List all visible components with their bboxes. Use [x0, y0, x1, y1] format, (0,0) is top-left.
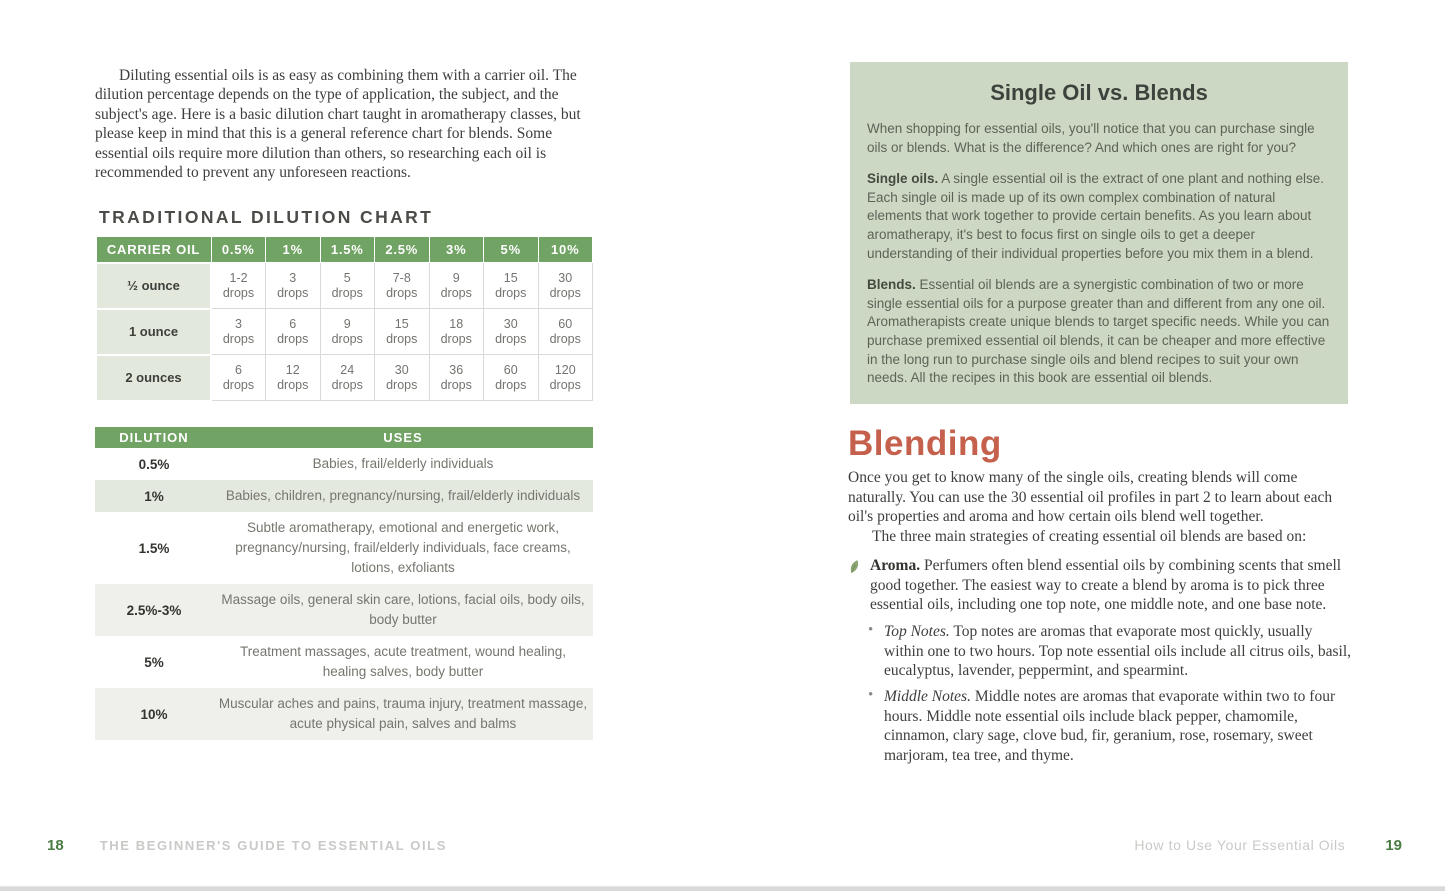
aroma-lead: Aroma.: [870, 557, 921, 574]
cell-unit: drops: [386, 377, 418, 392]
cell-unit: drops: [386, 285, 418, 300]
uses-table-body: [95, 448, 593, 740]
cell-value: 24: [340, 362, 355, 377]
aroma-text: Perfumers often blend essential oils by combining scents that smell good together. The easiest way to create a blend by aroma is to pick three essential oils, including one top note, one middle note, and one base note.: [870, 557, 1342, 613]
blending-paragraphs: [848, 468, 1350, 546]
cell-unit: drops: [495, 285, 527, 300]
blends-lead: Blends.: [867, 277, 916, 293]
cell: [429, 309, 484, 355]
book-title: THE BEGINNER'S GUIDE TO ESSENTIAL OILS: [99, 838, 447, 853]
cell-unit: drops: [440, 377, 472, 392]
single-oils-lead: Single oils.: [867, 171, 939, 187]
dilution-value: 2.5%-3%: [126, 602, 182, 618]
cell: [375, 355, 430, 401]
chapter-title: How to Use Your Essential Oils: [1134, 837, 1346, 853]
row-label: ½ ounce: [96, 263, 211, 309]
top-notes-lead: Top Notes.: [884, 623, 950, 640]
single-oils-paragraph: [867, 170, 1331, 263]
cell-unit: drops: [386, 331, 418, 346]
col-header-0-5pct: 0.5%: [211, 237, 266, 263]
cell: [211, 309, 266, 355]
table-row: [96, 355, 593, 401]
uses-value: Babies, children, pregnancy/nursing, frail/elderly individuals: [225, 488, 581, 503]
page-bottom-edge: [0, 886, 1445, 891]
cell: [429, 263, 484, 309]
cell-unit: drops: [549, 377, 581, 392]
blends-text: Essential oil blends are a synergistic combination of two or more single essential oils for a purpose greater than and different from any one oil. Aromatherapists create unique blends to target specific needs. While you can purchase premixed essential oil blends, it can be cheaper and more effective in the long run to purchase single oils and blend recipes to suit your own needs. All the recipes in this book are essential oil blends.: [867, 277, 1330, 386]
bullet-dot-icon: •: [868, 622, 874, 638]
dilution-value: 10%: [140, 706, 168, 722]
cell: [266, 309, 321, 355]
leaf-icon: [848, 559, 861, 579]
cell-unit: drops: [440, 331, 472, 346]
cell: [320, 309, 375, 355]
cell-value: 15: [394, 316, 409, 331]
col-header-1pct: 1%: [266, 237, 321, 263]
col-header-5pct: 5%: [484, 237, 539, 263]
table-row: [95, 584, 593, 636]
cell-value: 6: [289, 316, 297, 331]
col-header-10pct: 10%: [538, 237, 593, 263]
cell: [320, 355, 375, 401]
cell-value: 6: [235, 362, 242, 377]
row-label: 1 ounce: [96, 309, 211, 355]
sidebar-intro: When shopping for essential oils, you'll notice that you can purchase single oils or blends. What is the difference? And which ones are right for you?: [867, 121, 1315, 155]
middle-notes-text: Middle notes are aromas that evaporate within two to four hours. Middle note essential oils include black pepper, chamomile, cinnamon, clary sage, clove bud, fir, geranium, rose, rosemary, sweet marjoram, tea tree, and thyme.: [884, 688, 1336, 764]
blending-paragraph-1: Once you get to know many of the single oils, creating blends will come naturally. You can use the 30 essential oil profiles in part 2 to learn about each oil's properties and aroma and how certain oils blend well together.: [848, 469, 1333, 525]
page-number-left: 18: [47, 837, 64, 854]
cell-unit: drops: [549, 285, 581, 300]
dilution-chart-header-row: [96, 237, 593, 263]
cell: [429, 355, 484, 401]
dilution-chart-heading: TRADITIONAL DILUTION CHART: [99, 207, 434, 227]
cell: [211, 263, 266, 309]
cell-value: 30: [558, 270, 573, 285]
cell-value: 30: [503, 316, 518, 331]
bullet-dot-icon: •: [868, 687, 874, 703]
cell-unit: drops: [277, 331, 309, 346]
cell-value: 18: [449, 316, 464, 331]
single-oil-vs-blends-box: [850, 62, 1348, 404]
table-row: [96, 263, 593, 309]
dilution-value: 5%: [144, 654, 164, 670]
table-row: [95, 512, 593, 584]
cell-unit: drops: [549, 331, 581, 346]
cell-unit: drops: [440, 285, 472, 300]
cell: [375, 263, 430, 309]
cell-value: 7-8: [392, 270, 411, 285]
cell-value: 120: [554, 362, 576, 377]
cell: [484, 263, 539, 309]
cell-value: 60: [558, 316, 573, 331]
cell: [320, 263, 375, 309]
cell: [266, 263, 321, 309]
uses-header-uses: USES: [383, 430, 423, 445]
cell-unit: drops: [331, 331, 363, 346]
blends-paragraph: [867, 276, 1331, 388]
cell-unit: drops: [277, 377, 309, 392]
cell: [538, 309, 593, 355]
uses-header-dilution: DILUTION: [119, 430, 189, 445]
page-number-right: 19: [1385, 837, 1402, 854]
left-page-footer: [47, 837, 447, 854]
cell-value: 36: [449, 362, 464, 377]
col-header-2-5pct: 2.5%: [375, 237, 430, 263]
uses-value: Massage oils, general skin care, lotions, facial oils, body oils, body butter: [221, 592, 585, 627]
cell-value: 30: [394, 362, 409, 377]
cell: [484, 309, 539, 355]
table-row: [95, 688, 593, 740]
cell: [266, 355, 321, 401]
table-row: [95, 636, 593, 688]
cell-unit: drops: [222, 377, 255, 392]
cell-unit: drops: [495, 331, 527, 346]
table-row: [95, 480, 593, 512]
uses-value: Muscular aches and pains, trauma injury, treatment massage, acute physical pain, salves and balms: [218, 696, 588, 731]
cell: [538, 355, 593, 401]
dilution-value: 0.5%: [138, 456, 170, 472]
dilution-value: 1%: [144, 488, 164, 504]
intro-paragraph: Diluting essential oils is as easy as combining them with a carrier oil. The dilution percentage depends on the type of application, the subject, and the subject's age. Here is a basic dilution chart taught in aromatherapy classes, but please keep in mind that this is a general reference chart for blends. Some essential oils require more dilution than others, so researching each oil is recommended to prevent any unforeseen reactions.: [95, 67, 581, 182]
aroma-bullet: [848, 556, 1352, 615]
row-label: 2 ounces: [96, 355, 211, 401]
cell-unit: drops: [331, 377, 363, 392]
top-notes-text: Top notes are aromas that evaporate most quickly, usually within one to two hours. Top note essential oils include all citrus oils, basil, eucalyptus, lavender, peppermint, and spearmint.: [884, 623, 1352, 679]
dilution-value: 1.5%: [138, 540, 170, 556]
uses-value: Babies, frail/elderly individuals: [312, 456, 494, 471]
cell-value: 15: [503, 270, 518, 285]
cell-value: 60: [503, 362, 518, 377]
cell-value: 1-2: [229, 270, 248, 285]
cell: [538, 263, 593, 309]
cell-unit: drops: [222, 331, 255, 346]
uses-table: [95, 427, 593, 740]
cell-value: 12: [285, 362, 300, 377]
cell-value: 9: [343, 316, 351, 331]
uses-table-header: [95, 427, 593, 448]
uses-value: Subtle aromatherapy, emotional and energetic work, pregnancy/nursing, frail/elderly individuals, face creams, lotions, exfoliants: [235, 520, 571, 575]
top-notes-bullet: [866, 622, 1352, 681]
cell-value: 9: [452, 270, 460, 285]
sidebar-title: Single Oil vs. Blends: [990, 80, 1208, 105]
table-row: [95, 448, 593, 480]
cell: [375, 309, 430, 355]
middle-notes-bullet: [866, 687, 1352, 765]
cell-unit: drops: [331, 285, 363, 300]
uses-value: Treatment massages, acute treatment, wound healing, healing salves, body butter: [240, 644, 566, 679]
table-row: [96, 309, 593, 355]
cell: [211, 355, 266, 401]
right-page-footer: [850, 837, 1402, 854]
single-oils-text: A single essential oil is the extract of one plant and nothing else. Each single oil is made up of its own complex combination of natural elements that work together to provide certain benefits. As you learn about aromatherapy, it's best to focus first on single oils to get a deeper understanding of their individual properties before you mix them in a blend.: [867, 171, 1325, 261]
col-header-3pct: 3%: [429, 237, 484, 263]
dilution-chart-table: [95, 236, 593, 402]
col-header-carrier-oil: CARRIER OIL: [96, 237, 211, 263]
cell-value: 3: [289, 270, 297, 285]
cell-unit: drops: [222, 285, 255, 300]
cell: [484, 355, 539, 401]
blending-heading: Blending: [848, 424, 1002, 463]
middle-notes-lead: Middle Notes.: [884, 688, 971, 705]
blending-paragraph-2: The three main strategies of creating essential oil blends are based on:: [872, 527, 1307, 545]
cell-value: 5: [343, 270, 351, 285]
col-header-1-5pct: 1.5%: [320, 237, 375, 263]
cell-unit: drops: [277, 285, 309, 300]
cell-unit: drops: [495, 377, 527, 392]
cell-value: 3: [235, 316, 242, 331]
